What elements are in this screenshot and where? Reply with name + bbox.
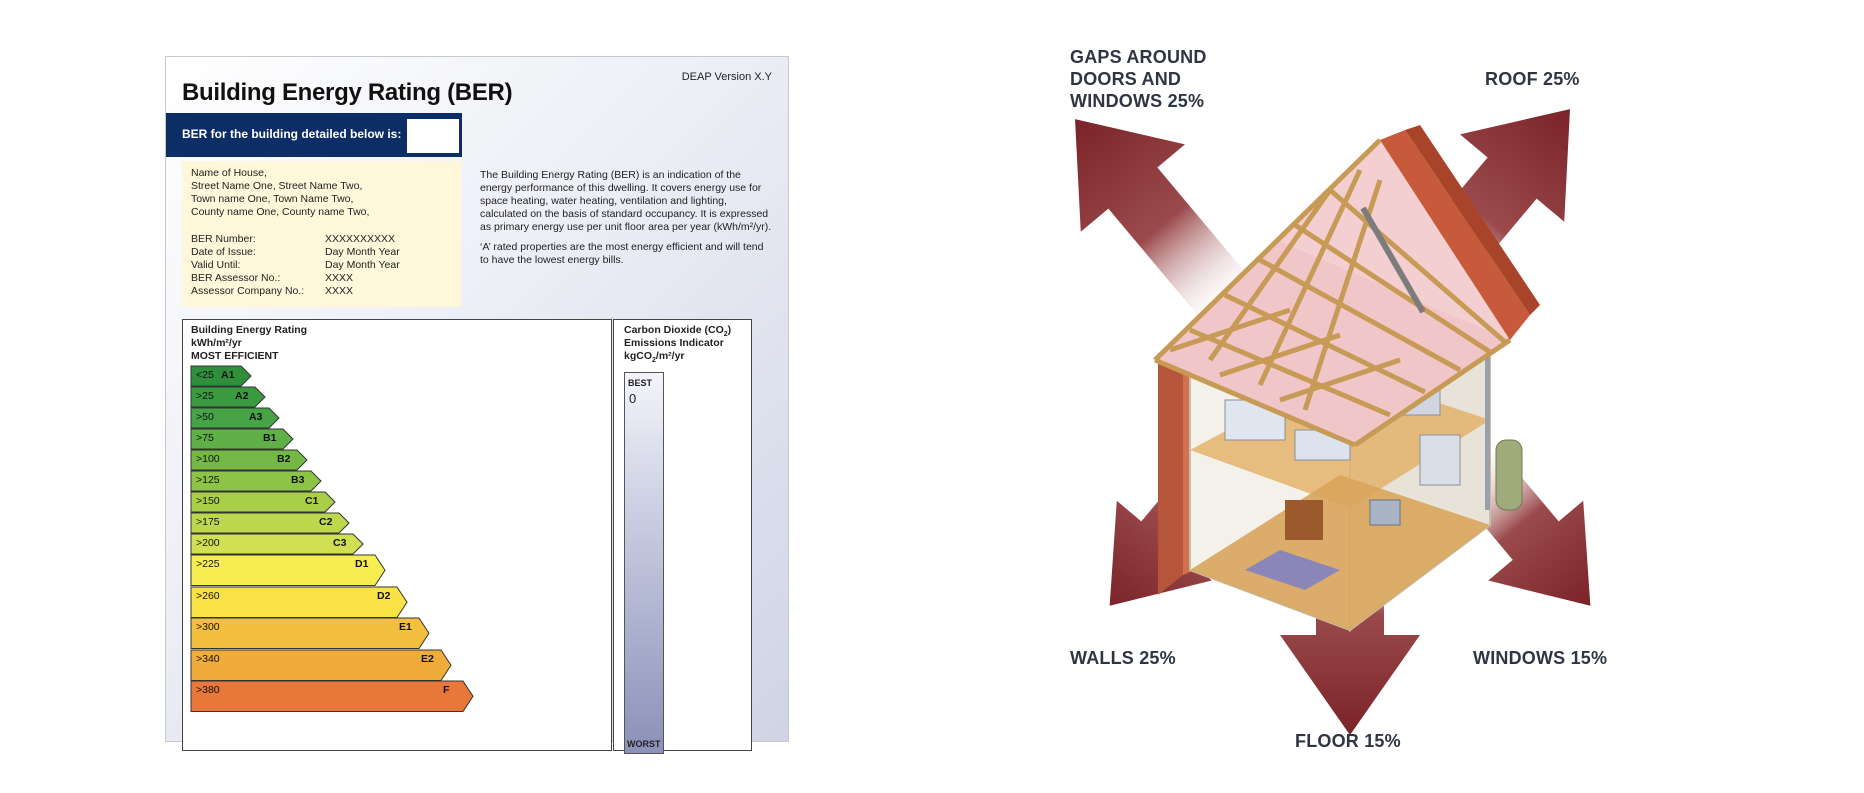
band-grade: C3: [333, 537, 347, 549]
detail-key: Assessor Company No.:: [191, 285, 305, 297]
heat-loss-diagram: [1040, 30, 1680, 770]
address-line: Street Name One, Street Name Two,: [191, 180, 363, 192]
band-lower-bound: <25: [196, 369, 214, 381]
label-walls: WALLS 25%: [1070, 648, 1176, 668]
band-grade: C2: [319, 516, 333, 528]
details-list: [191, 233, 461, 298]
band-grade: E2: [421, 652, 434, 665]
detail-value: XXXX: [325, 272, 354, 284]
band-grade: B2: [277, 453, 291, 465]
band-lower-bound: >150: [196, 495, 220, 507]
address-line: Town name One, Town Name Two,: [191, 193, 354, 205]
band-lower-bound: >200: [196, 537, 220, 549]
rating-band: [191, 513, 351, 533]
band-grade: E1: [399, 621, 412, 633]
band-grade: B3: [291, 474, 305, 486]
detail-row: [191, 246, 461, 259]
detail-row: [191, 259, 461, 272]
co2-zero-label: 0: [629, 391, 637, 406]
detail-key: Valid Until:: [191, 259, 241, 271]
rating-band: [191, 408, 281, 428]
band-grade: D2: [377, 589, 391, 602]
band-lower-bound: >380: [196, 684, 220, 696]
band-grade: B1: [263, 432, 277, 444]
band-grade: A3: [249, 411, 263, 423]
scale-unit: kWh/m²/yr: [191, 337, 242, 349]
detail-key: BER Number:: [191, 233, 256, 245]
detail-row: [191, 285, 461, 298]
address-lines: [191, 167, 369, 219]
rating-band: [191, 681, 475, 712]
co2-indicator: [613, 319, 752, 751]
co2-best-label: BEST: [628, 378, 653, 388]
rating-band: [191, 366, 253, 386]
band-grade: D1: [355, 558, 369, 570]
rating-band: [191, 387, 267, 407]
rating-band: [191, 587, 409, 618]
ber-rating-label: BER for the building detailed below is:: [182, 127, 402, 141]
ber-title: Building Energy Rating (BER): [182, 79, 513, 106]
band-lower-bound: >125: [196, 474, 220, 486]
band-grade: A1: [221, 369, 235, 381]
rating-band: [191, 534, 365, 554]
rating-band: [191, 429, 295, 449]
band-lower-bound: >75: [196, 432, 214, 444]
label-windows: WINDOWS 15%: [1473, 648, 1608, 668]
co2-worst-label: WORST: [627, 739, 661, 749]
band-lower-bound: >175: [196, 516, 220, 528]
detail-key: BER Assessor No.:: [191, 272, 281, 284]
rating-band: [191, 555, 387, 586]
ber-description: [480, 169, 772, 274]
co2-unit: kgCO$_2$/m²/yr: [624, 350, 685, 365]
band-lower-bound: >50: [196, 411, 214, 423]
address-line: Name of House,: [191, 167, 267, 179]
band-grade: A2: [235, 390, 249, 402]
co2-title: Carbon Dioxide $(CO_2)$: [624, 324, 732, 339]
band-lower-bound: >300: [196, 621, 220, 633]
label-gaps: GAPS AROUND DOORS AND WINDOWS 25%: [1070, 47, 1207, 111]
detail-key: Date of Issue:: [191, 246, 256, 258]
energy-rating-scale: [182, 319, 612, 751]
band-grade: F: [443, 684, 450, 696]
band-grade: C1: [305, 495, 319, 507]
label-roof: ROOF 25%: [1485, 69, 1580, 89]
ber-certificate: [165, 56, 789, 749]
rating-band: [191, 471, 323, 491]
band-lower-bound: >260: [196, 589, 220, 602]
address-panel: [182, 161, 461, 307]
scale-title: Building Energy Rating: [191, 324, 308, 336]
detail-value: Day Month Year: [325, 259, 400, 271]
detail-row: [191, 233, 461, 246]
rating-band: [191, 650, 453, 681]
deap-version: DEAP Version X.Y: [681, 71, 772, 83]
ber-rating-box: [406, 118, 460, 154]
band-lower-bound: >100: [196, 453, 220, 465]
ber-rating-bar: [166, 113, 462, 157]
co2-gauge: [624, 372, 664, 754]
rating-band: [191, 618, 431, 649]
detail-value: XXXXXXXXXX: [325, 233, 396, 245]
description-paragraph: The Building Energy Rating (BER) is an indication of the energy performance of this dwelling. It covers energy use for space heating, water heating, ventilation and lighting, calculated on the basis of standard occupancy. It is expressed as primary energy use per unit floor area per year (kWh/m²/yr).: [480, 169, 772, 233]
rating-band: [191, 450, 309, 470]
detail-row: [191, 272, 461, 285]
description-paragraph: ‘A’ rated properties are the most energy efficient and will tend to have the lowest energy bills.: [480, 241, 764, 266]
band-lower-bound: >225: [196, 558, 220, 570]
address-line: County name One, County name Two,: [191, 206, 370, 218]
detail-value: XXXX: [325, 285, 354, 297]
band-lower-bound: >25: [196, 390, 214, 402]
rating-band: [191, 492, 337, 512]
detail-value: Day Month Year: [325, 246, 400, 258]
label-floor: FLOOR 15%: [1295, 731, 1401, 751]
band-lower-bound: >340: [196, 652, 220, 665]
scale-most-efficient: MOST EFFICIENT: [191, 350, 279, 362]
co2-subtitle: Emissions Indicator: [624, 337, 724, 349]
